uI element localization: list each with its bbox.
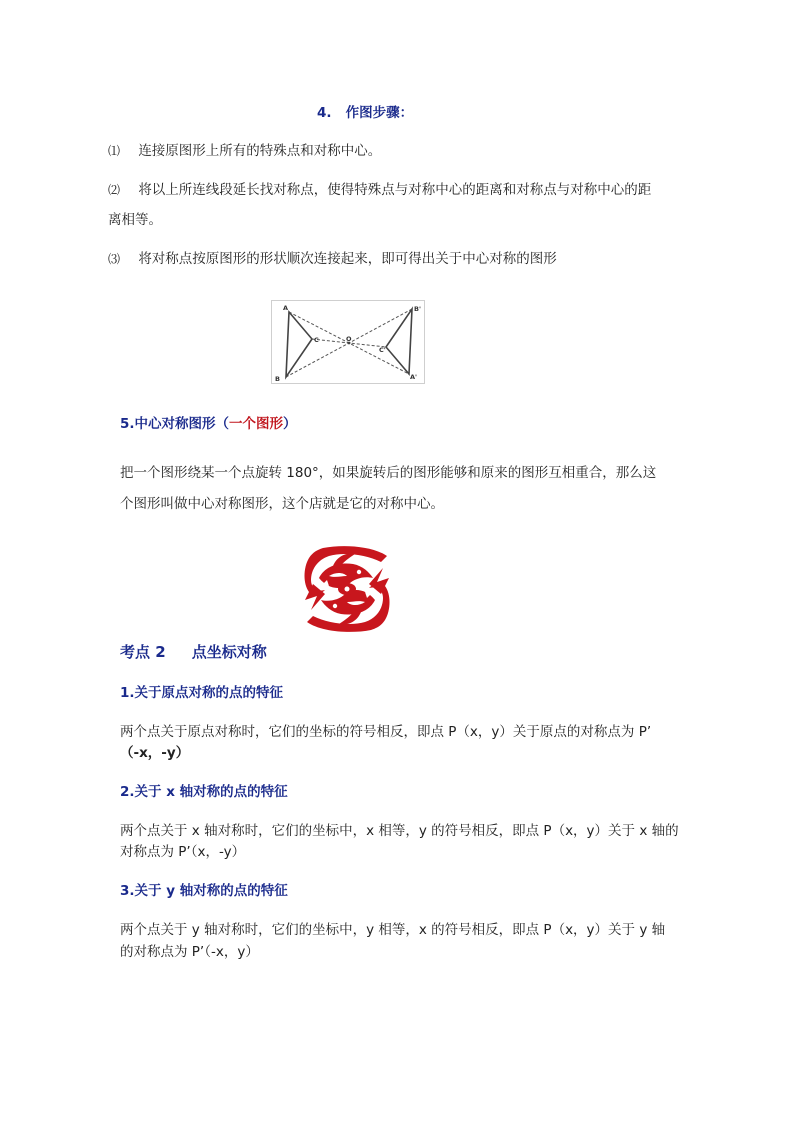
section-5-title-prefix: 5.中心对称图形（	[120, 416, 230, 432]
step-1	[108, 141, 381, 161]
construction-diagram	[272, 301, 424, 383]
section-5-title-highlight: 一个图形	[229, 416, 284, 432]
papercut-fish-icon	[303, 544, 391, 634]
label-b-prime: B'	[414, 305, 421, 313]
triangle-a2b2c2	[386, 309, 412, 374]
section-5-para-line2: 个图形叫做中心对称图形，这个店就是它的对称中心。	[120, 496, 444, 512]
section-5-title-suffix: ）	[283, 416, 297, 432]
item-3-heading: 3.关于 y 轴对称的点的特征	[120, 883, 288, 899]
papercut-fish-image	[303, 544, 391, 634]
step-3-number: ⑶	[108, 252, 121, 266]
label-a: A	[283, 304, 289, 312]
item-2-heading: 2.关于 x 轴对称的点的特征	[120, 784, 288, 800]
section-4-title: 4. 作图步骤：	[317, 105, 414, 121]
label-a-prime: A'	[410, 373, 418, 381]
item-3-line1: 两个点关于 y 轴对称时，它们的坐标中，y 相等，x 的符号相反，即点 P（x，y）关于 y 轴	[120, 922, 666, 938]
section-5-title	[120, 414, 297, 434]
kaodian-2-title: 考点 2 点坐标对称	[120, 643, 267, 661]
item-1-heading: 1.关于原点对称的点的特征	[120, 685, 284, 701]
item-2-line2: 对称点为 P’（x，-y）	[120, 844, 246, 860]
step-2	[108, 180, 651, 200]
label-b: B	[275, 375, 280, 383]
step-2-number: ⑵	[108, 183, 121, 197]
label-c: C	[314, 336, 319, 344]
step-3-text: 将对称点按原图形的形状顺次连接起来，即可得出关于中心对称的图形	[138, 251, 557, 267]
step-1-text: 连接原图形上所有的特殊点和对称中心。	[138, 143, 382, 159]
step-1-number: ⑴	[108, 144, 121, 158]
section-5-para-line1: 把一个图形绕某一个点旋转 180°，如果旋转后的图形能够和原来的图形互相重合，那么这	[120, 465, 657, 481]
item-2-line1: 两个点关于 x 轴对称时，它们的坐标中，x 相等，y 的符号相反，即点 P（x，y）关于 x 轴的	[120, 823, 679, 839]
item-3-line2: 的对称点为 P’（-x，y）	[120, 944, 259, 960]
label-c-prime: C'	[379, 346, 386, 354]
step-3	[108, 249, 557, 269]
item-1-line2: （-x，-y）	[120, 745, 190, 761]
step-2-text-line1: 将以上所连线段延长找对称点，使得特殊点与对称中心的距离和对称点与对称中心的距	[138, 182, 652, 198]
item-1-line1: 两个点关于原点对称时，它们的坐标的符号相反，即点 P（x，y）关于原点的对称点为 P’	[120, 724, 652, 740]
step-2-text-line2: 离相等。	[108, 212, 162, 228]
label-o: O	[346, 335, 352, 343]
symmetry-construction-figure	[271, 300, 425, 384]
